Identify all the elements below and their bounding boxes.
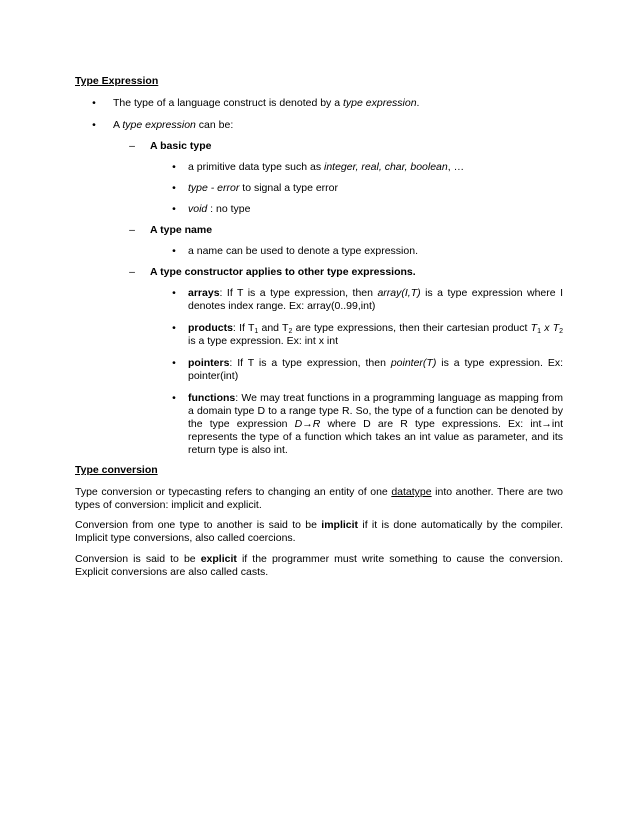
list-item-text: type - error to signal a type error <box>188 182 338 194</box>
list-item-text: arrays: If T is a type expression, then array(I,T) is a type expression where I denotes index range. Ex: array(0..99,int) <box>188 287 563 312</box>
bullet-glyph: • <box>92 119 96 131</box>
datatype-link[interactable]: datatype <box>391 486 432 498</box>
bullet-glyph: • <box>172 161 176 173</box>
list-item-text: pointers: If T is a type expression, then pointer(T) is a type expression. Ex: pointer(int) <box>188 357 563 382</box>
paragraph: Type conversion or typecasting refers to changing an entity of one datatype into another. There are two types of conversion: implicit and explicit. <box>75 486 563 511</box>
paragraph: Conversion is said to be explicit if the programmer must write something to cause the conversion. Explicit conversions are also called casts. <box>75 553 563 578</box>
list-item-text: The type of a language construct is denoted by a type expression. <box>113 97 420 109</box>
list-item-text: A type expression can be: <box>113 119 234 131</box>
subheading-type-constructor: A type constructor applies to other type expressions. <box>150 266 416 278</box>
bullet-glyph: • <box>172 182 176 194</box>
subheading-basic-type: A basic type <box>150 140 212 152</box>
list-item-text: void : no type <box>188 203 251 215</box>
dash-glyph: – <box>129 140 135 152</box>
list-item-text: a primitive data type such as integer, real, char, boolean, … <box>188 161 465 173</box>
list-item-text: functions: We may treat functions in a programming language as mapping from a domain type D to a range type R. So, the type of a function can be denoted by the type expression D→R where D are R type expressions. Ex: int→int represents the type of a function which takes an int value as parameter, and its return type is also int. <box>188 392 563 456</box>
subheading-type-name: A type name <box>150 224 213 236</box>
dash-glyph: – <box>129 224 135 236</box>
bullet-glyph: • <box>172 392 176 404</box>
list-item-text: products: If $T_1$ and $T_2$ are type expressions, then their cartesian product $T_1$ x $T_2$ is a type expression. Ex: int x int <box>188 322 564 347</box>
bullet-glyph: • <box>92 97 96 109</box>
paragraph: Conversion from one type to another is said to be implicit if it is done automatically by the compiler. Implicit type conversions, also called coercions. <box>75 519 563 544</box>
bullet-glyph: • <box>172 245 176 257</box>
bullet-glyph: • <box>172 203 176 215</box>
section-heading-type-expression: Type Expression <box>75 75 159 87</box>
section-heading-type-conversion: Type conversion <box>75 464 158 476</box>
list-item-text: a name can be used to denote a type expression. <box>188 245 418 257</box>
bullet-glyph: • <box>172 322 176 334</box>
dash-glyph: – <box>129 266 135 278</box>
bullet-glyph: • <box>172 357 176 369</box>
bullet-glyph: • <box>172 287 176 299</box>
